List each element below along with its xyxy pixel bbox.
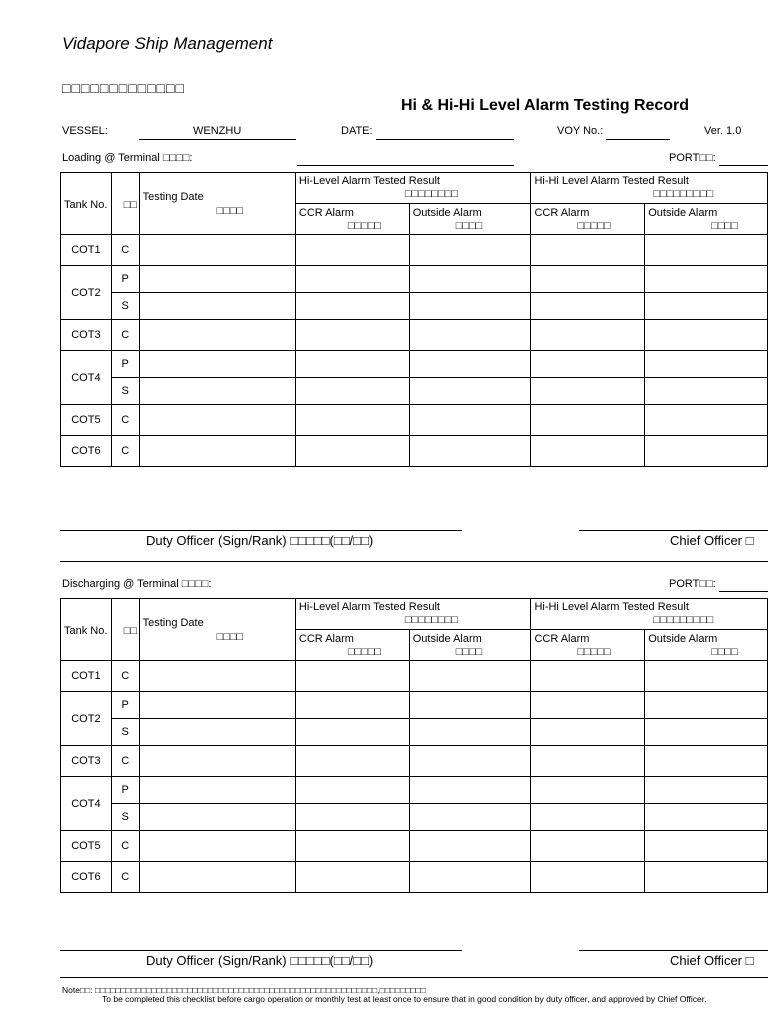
hihi-level-label: Hi-Hi Level Alarm Tested Result — [534, 601, 689, 613]
hihi-ccr-alarm-cell[interactable] — [531, 862, 645, 893]
hi-outside-alarm-cell[interactable] — [409, 746, 531, 777]
hihi-outside-alarm-cell[interactable] — [645, 266, 768, 293]
hihi-outside-alarm-cell[interactable] — [645, 378, 768, 405]
section-divider — [60, 561, 768, 562]
hihi-outside-alarm-cell[interactable] — [645, 862, 768, 893]
hi-level-header — [295, 173, 531, 204]
testing-date-cell[interactable] — [139, 804, 295, 831]
outside-alarm-label-cn: □□□□ — [455, 220, 483, 232]
hi-outside-alarm-cell[interactable] — [409, 692, 531, 719]
tank-side: S — [111, 293, 139, 320]
chinese-title: □□□□□□□□□□□□□ — [62, 80, 185, 96]
hi-ccr-alarm-cell[interactable] — [295, 320, 409, 351]
table-row — [61, 777, 768, 804]
voy-label: VOY No.: — [557, 125, 604, 137]
hihi-outside-alarm-cell[interactable] — [645, 405, 768, 436]
hihi-outside-alarm-cell[interactable] — [645, 235, 768, 266]
company-name: Vidapore Ship Management — [62, 34, 273, 53]
discharging-alarm-table — [60, 598, 768, 893]
date-label: DATE: — [341, 125, 373, 137]
testing-date-cell[interactable] — [139, 320, 295, 351]
document-title: Hi & Hi-Hi Level Alarm Testing Record — [401, 97, 690, 114]
hi-ccr-alarm-cell[interactable] — [295, 378, 409, 405]
ccr-alarm-header — [531, 204, 645, 235]
outside-alarm-label: Outside Alarm — [648, 633, 718, 645]
hi-outside-alarm-cell[interactable] — [409, 351, 531, 378]
testing-date-cell[interactable] — [139, 405, 295, 436]
vessel-underline — [139, 139, 296, 140]
tank-side: C — [111, 862, 139, 893]
testing-date-cell[interactable] — [139, 378, 295, 405]
table-row — [61, 436, 768, 467]
note-cn: Note□□: □□□□□□□□□□□□□□□□□□□□□□□□□□□□□□□□□□□□□□□□□□□□□□□□□□□□□□□,□□□□□□□□□ — [62, 985, 426, 995]
hihi-level-header — [531, 173, 768, 204]
hi-ccr-alarm-cell[interactable] — [295, 436, 409, 467]
footer-divider — [60, 977, 768, 978]
hihi-outside-alarm-cell[interactable] — [645, 351, 768, 378]
hihi-outside-alarm-cell[interactable] — [645, 831, 768, 862]
discharging-terminal-label: Discharging @ Terminal □□□□: — [62, 578, 212, 590]
testing-date-cell[interactable] — [139, 351, 295, 378]
hihi-outside-alarm-cell[interactable] — [645, 719, 768, 746]
tank-no-header — [61, 173, 112, 235]
hi-outside-alarm-cell[interactable] — [409, 831, 531, 862]
tank-side: P — [111, 692, 139, 719]
hi-level-label: Hi-Level Alarm Tested Result — [298, 601, 440, 613]
hihi-outside-alarm-cell[interactable] — [645, 804, 768, 831]
tank-name: COT3 — [61, 746, 112, 777]
outside-alarm-label-cn: □□□□ — [711, 646, 738, 658]
ccr-alarm-label-cn: □□□□□ — [347, 646, 382, 658]
testing-date-cell[interactable] — [139, 692, 295, 719]
tank-name: COT4 — [61, 351, 112, 405]
tank-name: COT5 — [61, 405, 112, 436]
hihi-level-label-cn: □□□□□□□□□ — [653, 188, 714, 200]
hihi-ccr-alarm-cell[interactable] — [531, 351, 645, 378]
tank-side: S — [111, 719, 139, 746]
chief-officer-sign-line[interactable] — [579, 530, 768, 531]
hi-ccr-alarm-cell[interactable] — [295, 777, 409, 804]
hi-level-header — [295, 599, 531, 630]
hihi-outside-alarm-cell[interactable] — [645, 293, 768, 320]
hihi-level-header — [531, 599, 768, 630]
table-row — [61, 746, 768, 777]
testing-date-cell[interactable] — [139, 719, 295, 746]
testing-date-cell[interactable] — [139, 436, 295, 467]
table-row — [61, 692, 768, 719]
duty-officer-label: Duty Officer (Sign/Rank) □□□□□(□□/□□) — [146, 953, 374, 968]
outside-alarm-header — [645, 204, 768, 235]
tank-name: COT6 — [61, 436, 112, 467]
ccr-alarm-label-cn: □□□□□ — [577, 646, 611, 658]
testing-date-cell[interactable] — [139, 746, 295, 777]
hi-outside-alarm-cell[interactable] — [409, 862, 531, 893]
ccr-alarm-label: CCR Alarm — [298, 207, 354, 219]
outside-alarm-label: Outside Alarm — [648, 207, 718, 219]
outside-alarm-label-cn: □□□□ — [455, 646, 483, 658]
tank-no-header — [61, 599, 112, 661]
outside-alarm-header — [409, 630, 531, 661]
hihi-outside-alarm-cell[interactable] — [645, 661, 768, 692]
testing-date-cell[interactable] — [139, 661, 295, 692]
tank-name: COT3 — [61, 320, 112, 351]
loading-alarm-table — [60, 172, 768, 467]
table-row — [61, 405, 768, 436]
loading-port-field[interactable] — [719, 165, 768, 166]
tank-side: C — [111, 661, 139, 692]
hi-ccr-alarm-cell[interactable] — [295, 862, 409, 893]
note-en: To be completed this checklist before cargo operation or monthly test at least once to ensure that in good condition by duty officer, and approved by Chief Officer. — [102, 994, 707, 1004]
version-label: Ver. 1.0 — [704, 125, 742, 137]
testing-date-label-cn: □□□□ — [216, 631, 244, 643]
chief-officer-label: Chief Officer □ — [670, 533, 754, 548]
tank-side: P — [111, 266, 139, 293]
hi-ccr-alarm-cell[interactable] — [295, 405, 409, 436]
tank-no-label: Tank No. — [64, 625, 108, 637]
testing-date-cell[interactable] — [139, 266, 295, 293]
date-field[interactable] — [376, 139, 514, 140]
tank-name: COT4 — [61, 777, 112, 831]
hihi-ccr-alarm-cell[interactable] — [531, 804, 645, 831]
hi-outside-alarm-cell[interactable] — [409, 293, 531, 320]
duty-officer-sign-line[interactable] — [60, 950, 462, 951]
tank-name: COT1 — [61, 661, 112, 692]
hi-ccr-alarm-cell[interactable] — [295, 804, 409, 831]
testing-date-header — [139, 173, 295, 235]
hi-ccr-alarm-cell[interactable] — [295, 235, 409, 266]
table-row — [61, 831, 768, 862]
chief-officer-label: Chief Officer □ — [670, 953, 754, 968]
ccr-alarm-header — [295, 630, 409, 661]
tank-side: P — [111, 351, 139, 378]
side-label-cn: □□ — [123, 199, 138, 211]
hihi-ccr-alarm-cell[interactable] — [531, 692, 645, 719]
outside-alarm-header — [645, 630, 768, 661]
side-header — [111, 599, 139, 661]
testing-date-cell[interactable] — [139, 235, 295, 266]
hi-ccr-alarm-cell[interactable] — [295, 351, 409, 378]
hi-ccr-alarm-cell[interactable] — [295, 719, 409, 746]
table-row — [61, 804, 768, 831]
ccr-alarm-label: CCR Alarm — [534, 633, 590, 645]
duty-officer-sign-line[interactable] — [60, 530, 462, 531]
hihi-ccr-alarm-cell[interactable] — [531, 777, 645, 804]
hi-level-label-cn: □□□□□□□□ — [404, 188, 459, 200]
hi-outside-alarm-cell[interactable] — [409, 661, 531, 692]
testing-date-cell[interactable] — [139, 777, 295, 804]
tank-side: C — [111, 436, 139, 467]
ccr-alarm-label: CCR Alarm — [534, 207, 590, 219]
hi-level-label: Hi-Level Alarm Tested Result — [298, 175, 440, 187]
hi-outside-alarm-cell[interactable] — [409, 378, 531, 405]
hi-outside-alarm-cell[interactable] — [409, 320, 531, 351]
tank-name: COT6 — [61, 862, 112, 893]
hihi-ccr-alarm-cell[interactable] — [531, 405, 645, 436]
testing-date-cell[interactable] — [139, 831, 295, 862]
outside-alarm-header — [409, 204, 531, 235]
hi-ccr-alarm-cell[interactable] — [295, 692, 409, 719]
testing-date-cell[interactable] — [139, 293, 295, 320]
ccr-alarm-label-cn: □□□□□ — [577, 220, 611, 232]
hi-outside-alarm-cell[interactable] — [409, 804, 531, 831]
hi-outside-alarm-cell[interactable] — [409, 719, 531, 746]
table-row — [61, 235, 768, 266]
hihi-level-label-cn: □□□□□□□□□ — [653, 614, 714, 626]
hi-ccr-alarm-cell[interactable] — [295, 831, 409, 862]
hihi-ccr-alarm-cell[interactable] — [531, 436, 645, 467]
hihi-outside-alarm-cell[interactable] — [645, 746, 768, 777]
vessel-label: VESSEL: — [62, 125, 108, 137]
tank-name: COT1 — [61, 235, 112, 266]
discharging-port-field[interactable] — [719, 591, 768, 592]
hihi-outside-alarm-cell[interactable] — [645, 320, 768, 351]
outside-alarm-label: Outside Alarm — [412, 207, 482, 219]
hi-ccr-alarm-cell[interactable] — [295, 746, 409, 777]
hihi-ccr-alarm-cell[interactable] — [531, 378, 645, 405]
hihi-level-label: Hi-Hi Level Alarm Tested Result — [534, 175, 689, 187]
outside-alarm-label-cn: □□□□ — [711, 220, 738, 232]
ccr-alarm-header — [295, 204, 409, 235]
loading-terminal-label: Loading @ Terminal □□□□: — [62, 152, 193, 164]
table-row — [61, 719, 768, 746]
ccr-alarm-label-cn: □□□□□ — [347, 220, 382, 232]
side-label-cn: □□ — [123, 625, 138, 637]
tank-side: C — [111, 235, 139, 266]
chief-officer-sign-line[interactable] — [579, 950, 768, 951]
hi-outside-alarm-cell[interactable] — [409, 266, 531, 293]
testing-date-label-cn: □□□□ — [216, 205, 244, 217]
hihi-ccr-alarm-cell[interactable] — [531, 719, 645, 746]
tank-side: C — [111, 831, 139, 862]
discharging-port-label: PORT□□: — [669, 578, 716, 590]
hihi-ccr-alarm-cell[interactable] — [531, 235, 645, 266]
hi-outside-alarm-cell[interactable] — [409, 235, 531, 266]
loading-terminal-field[interactable] — [297, 165, 514, 166]
hihi-ccr-alarm-cell[interactable] — [531, 266, 645, 293]
table-row — [61, 862, 768, 893]
voy-field[interactable] — [606, 139, 670, 140]
tank-side: C — [111, 746, 139, 777]
testing-date-label: Testing Date — [142, 617, 204, 629]
hihi-ccr-alarm-cell[interactable] — [531, 293, 645, 320]
tank-side: S — [111, 378, 139, 405]
testing-date-label: Testing Date — [142, 191, 204, 203]
loading-port-label: PORT□□: — [669, 152, 716, 164]
vessel-value: WENZHU — [193, 125, 242, 137]
hihi-ccr-alarm-cell[interactable] — [531, 320, 645, 351]
hihi-outside-alarm-cell[interactable] — [645, 692, 768, 719]
tank-name: COT5 — [61, 831, 112, 862]
outside-alarm-label: Outside Alarm — [412, 633, 482, 645]
hi-outside-alarm-cell[interactable] — [409, 436, 531, 467]
tank-side: C — [111, 320, 139, 351]
duty-officer-label: Duty Officer (Sign/Rank) □□□□□(□□/□□) — [146, 533, 374, 548]
hi-outside-alarm-cell[interactable] — [409, 405, 531, 436]
side-header — [111, 173, 139, 235]
hihi-outside-alarm-cell[interactable] — [645, 777, 768, 804]
testing-date-header — [139, 599, 295, 661]
table-row — [61, 293, 768, 320]
hi-ccr-alarm-cell[interactable] — [295, 293, 409, 320]
hi-outside-alarm-cell[interactable] — [409, 777, 531, 804]
ccr-alarm-label: CCR Alarm — [298, 633, 354, 645]
tank-side: S — [111, 804, 139, 831]
table-row — [61, 351, 768, 378]
tank-side: C — [111, 405, 139, 436]
hi-level-label-cn: □□□□□□□□ — [404, 614, 459, 626]
hihi-ccr-alarm-cell[interactable] — [531, 831, 645, 862]
hi-ccr-alarm-cell[interactable] — [295, 661, 409, 692]
hihi-ccr-alarm-cell[interactable] — [531, 661, 645, 692]
table-row — [61, 661, 768, 692]
ccr-alarm-header — [531, 630, 645, 661]
tank-no-label: Tank No. — [64, 199, 108, 211]
tank-name: COT2 — [61, 266, 112, 320]
testing-date-cell[interactable] — [139, 862, 295, 893]
hihi-outside-alarm-cell[interactable] — [645, 436, 768, 467]
tank-side: P — [111, 777, 139, 804]
table-row — [61, 266, 768, 293]
hi-ccr-alarm-cell[interactable] — [295, 266, 409, 293]
table-row — [61, 320, 768, 351]
tank-name: COT2 — [61, 692, 112, 746]
hihi-ccr-alarm-cell[interactable] — [531, 746, 645, 777]
table-row — [61, 378, 768, 405]
